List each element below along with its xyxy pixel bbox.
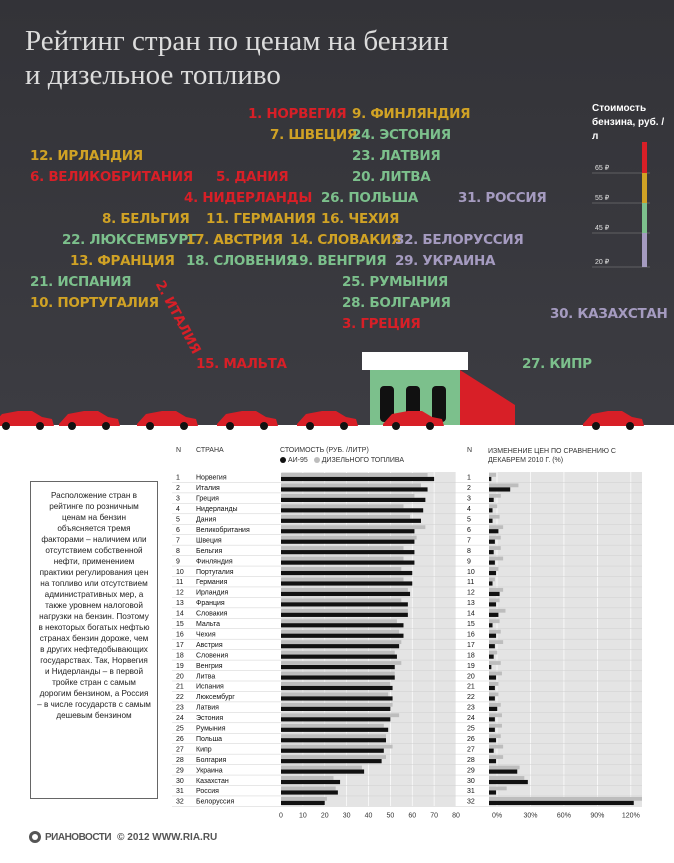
ai95-change-bar [489, 519, 493, 523]
row-country: Португалия [196, 568, 234, 576]
row-number: 14 [176, 610, 184, 618]
ai95-price-bar [281, 634, 404, 638]
ai95-price-bar [281, 738, 386, 742]
row-number: 19 [176, 662, 184, 670]
ai95-price-bar [281, 675, 395, 679]
map-label: 10. ПОРТУГАЛИЯ [30, 295, 159, 311]
diesel-change-bar [489, 473, 496, 477]
ai95-change-bar [489, 477, 491, 481]
diesel-change-bar [489, 525, 503, 529]
scale-tick: 55 ₽ [595, 195, 610, 202]
diesel-change-bar [489, 745, 503, 749]
ai95-price-bar [281, 780, 340, 784]
row-number-2: 12 [467, 589, 475, 597]
map-label: 18. СЛОВЕНИЯ [186, 253, 297, 269]
price-table-chart [0, 440, 674, 830]
diesel-price-bar [281, 703, 393, 707]
description-text: Расположение стран в рейтинге по розничным ценам на бензин объясняется тремя факторами – наличием или отсутствием собственной нефти, применением практики регулирования цен на топливо или отсутствием административных мер, а также уровнем налоговой нагрузки на бензин. Поэтому в некоторых богатых нефтью странах бензин дороже, чем в других нефтедобывающих государствах. Так, Норвегия и Нидерланды – в первой тройке стран с самым дорогим бензином, а Россия – в числе государств с самым дешевым бензином [37, 491, 151, 720]
row-country: Кипр [196, 746, 212, 754]
ai95-price-bar [281, 728, 388, 732]
row-country: Венгрия [196, 662, 223, 670]
diesel-price-bar [281, 797, 327, 801]
price-tick-label: 30 [342, 812, 351, 820]
row-country: Финляндия [196, 558, 233, 566]
diesel-price-bar [281, 546, 404, 550]
row-number-2: 1 [467, 474, 471, 482]
change-tick-label: 30% [523, 812, 538, 820]
ai95-change-bar [489, 487, 510, 491]
ai95-price-bar [281, 759, 382, 763]
ai95-change-bar [489, 540, 495, 544]
logo-text: РИАНОВОСТИ [45, 831, 112, 843]
ai95-price-bar [281, 519, 421, 523]
ai95-change-bar [489, 498, 494, 502]
diesel-price-bar [281, 640, 401, 644]
row-country: Швеция [196, 537, 222, 545]
diesel-change-bar [489, 483, 518, 487]
row-number-2: 25 [467, 725, 475, 733]
row-number: 23 [176, 704, 184, 712]
row-country: Мальта [196, 621, 221, 629]
diesel-change-bar [489, 619, 500, 623]
ai95-change-bar [489, 613, 498, 617]
diesel-change-bar [489, 578, 495, 582]
map-label: 6. ВЕЛИКОБРИТАНИЯ [30, 169, 193, 185]
ai95-price-bar [281, 477, 434, 481]
scale-band-red [642, 142, 647, 173]
row-number: 30 [176, 777, 184, 785]
map-label: 24. ЭСТОНИЯ [352, 127, 451, 143]
ai95-change-bar [489, 780, 528, 784]
ai95-change-bar [489, 801, 634, 805]
ai95-change-bar [489, 738, 496, 742]
page-title [25, 24, 449, 92]
row-number-2: 19 [467, 662, 475, 670]
diesel-change-bar [489, 598, 500, 602]
diesel-change-bar [489, 724, 502, 728]
ai95-price-bar [281, 613, 408, 617]
row-country: Австрия [196, 641, 223, 649]
row-number: 27 [176, 746, 184, 754]
diesel-price-bar [281, 483, 421, 487]
ria-logo-icon [28, 830, 42, 844]
map-label: 7. ШВЕЦИЯ [270, 127, 357, 143]
diesel-price-bar [281, 776, 334, 780]
map-label: 28. БОЛГАРИЯ [342, 295, 451, 311]
diesel-change-bar [489, 536, 501, 540]
row-number: 26 [176, 735, 184, 743]
row-number-2: 7 [467, 537, 471, 545]
row-number-2: 8 [467, 547, 471, 555]
ai95-change-bar [489, 508, 493, 512]
col-header-country: СТРАНА [196, 447, 224, 454]
map-label: 25. РУМЫНИЯ [342, 274, 449, 290]
diesel-price-bar [281, 766, 362, 770]
ai95-change-bar [489, 571, 496, 575]
row-number: 16 [176, 631, 184, 639]
price-tick-label: 40 [364, 812, 373, 820]
diesel-price-bar [281, 567, 401, 571]
diesel-price-bar [281, 473, 428, 477]
row-number-2: 29 [467, 767, 475, 775]
map-label: 3. ГРЕЦИЯ [342, 316, 421, 332]
price-tick-label: 20 [320, 812, 329, 820]
row-number-2: 28 [467, 756, 475, 764]
row-number: 2 [176, 485, 180, 493]
row-number: 3 [176, 495, 180, 503]
row-number-2: 10 [467, 568, 475, 576]
row-number: 24 [176, 715, 184, 723]
map-label: 13. ФРАНЦИЯ [70, 253, 175, 269]
row-number-2: 4 [467, 506, 471, 514]
map-label: 5. ДАНИЯ [216, 169, 289, 185]
title-line-2: и дизельное топливо [25, 59, 281, 91]
row-country: Словения [196, 652, 229, 660]
change-tick-label: 120% [621, 812, 640, 820]
row-number-2: 17 [467, 641, 475, 649]
scale-band-yellow [642, 173, 647, 203]
row-country: Франция [196, 600, 225, 608]
row-country: Болгария [196, 756, 227, 764]
row-number-2: 15 [467, 621, 475, 629]
map-label: 32. БЕЛОРУССИЯ [395, 232, 524, 248]
ai95-change-bar [489, 717, 495, 721]
ai95-price-bar [281, 665, 395, 669]
ai95-change-bar [489, 561, 495, 565]
ai95-price-bar [281, 602, 408, 606]
map-label: 9. ФИНЛЯНДИЯ [352, 106, 471, 122]
map-label: 2. ИТАЛИЯ [151, 278, 204, 357]
row-number: 12 [176, 589, 184, 597]
map-label: 1. НОРВЕГИЯ [248, 106, 347, 122]
diesel-change-bar [489, 787, 507, 791]
row-number-2: 20 [467, 673, 475, 681]
ai95-change-bar [489, 602, 496, 606]
diesel-change-bar [489, 609, 505, 613]
map-label: 14. СЛОВАКИЯ [290, 232, 402, 248]
diesel-change-bar [489, 588, 503, 592]
row-number: 22 [176, 694, 184, 702]
diesel-price-bar [281, 672, 395, 676]
map-label: 12. ИРЛАНДИЯ [30, 148, 143, 164]
diesel-change-bar [489, 692, 498, 696]
ai95-price-bar [281, 561, 414, 565]
ai95-price-bar [281, 498, 425, 502]
ai95-change-bar [489, 749, 494, 753]
diesel-change-bar [489, 713, 502, 717]
diesel-change-bar [489, 567, 498, 571]
diesel-price-bar [281, 755, 386, 759]
diesel-price-bar [281, 630, 399, 634]
diesel-change-bar [489, 661, 501, 665]
diesel-price-bar [281, 598, 401, 602]
row-number-2: 13 [467, 600, 475, 608]
row-country: Ирландия [196, 589, 229, 597]
ai95-change-bar [489, 581, 493, 585]
ai95-price-bar [281, 790, 338, 794]
ai95-price-bar [281, 508, 423, 512]
ai95-change-bar [489, 728, 495, 732]
ai95-change-bar [489, 644, 495, 648]
row-number-2: 30 [467, 777, 475, 785]
diesel-price-bar [281, 609, 408, 613]
row-number: 7 [176, 537, 180, 545]
row-number: 18 [176, 652, 184, 660]
map-label: 19. ВЕНГРИЯ [290, 253, 387, 269]
row-number-2: 18 [467, 652, 475, 660]
diesel-change-bar [489, 776, 524, 780]
row-number-2: 24 [467, 715, 475, 723]
diesel-change-bar [489, 630, 501, 634]
map-label: 26. ПОЛЬША [321, 190, 419, 206]
diesel-price-bar [281, 661, 401, 665]
diesel-price-bar [281, 515, 410, 519]
row-number: 5 [176, 516, 180, 524]
ai95-change-bar [489, 696, 495, 700]
ai95-change-bar [489, 707, 497, 711]
row-number-2: 2 [467, 485, 471, 493]
row-number-2: 11 [467, 579, 475, 587]
copyright-text: © 2012 WWW.RIA.RU [117, 831, 218, 843]
ai95-price-bar [281, 592, 410, 596]
row-country: Литва [196, 673, 216, 681]
map-label: 8. БЕЛЬГИЯ [102, 211, 190, 227]
scale-band-purple [642, 233, 647, 267]
ai95-price-bar [281, 717, 390, 721]
map-label: 30. КАЗАХСТАН [550, 306, 668, 322]
row-number-2: 31 [467, 788, 475, 796]
diesel-price-bar [281, 724, 384, 728]
ai95-price-bar [281, 749, 384, 753]
ai95-price-bar [281, 581, 412, 585]
row-country: Казахстан [196, 777, 229, 785]
map-label: 21. ИСПАНИЯ [30, 274, 132, 290]
ai95-change-bar [489, 770, 517, 774]
row-country: Нидерланды [196, 506, 238, 514]
ai95-price-bar [281, 686, 393, 690]
ai95-price-bar [281, 623, 404, 627]
diesel-change-bar [489, 755, 503, 759]
row-number-2: 32 [467, 798, 475, 806]
diesel-price-bar [281, 536, 417, 540]
ai95-price-bar [281, 770, 364, 774]
row-number-2: 9 [467, 558, 471, 566]
ai95-price-bar [281, 707, 390, 711]
map-label: 27. КИПР [522, 356, 592, 372]
ai95-price-bar [281, 487, 428, 491]
legend-label-diesel: ДИЗЕЛЬНОГО ТОПЛИВА [321, 457, 404, 464]
diesel-change-bar [489, 651, 497, 655]
row-country: Украина [196, 767, 223, 775]
diesel-price-bar [281, 734, 386, 738]
diesel-price-bar [281, 713, 399, 717]
col-header-price: СТОИМОСТЬ (РУБ. /ЛИТР) [280, 447, 369, 454]
map-label: 29. УКРАИНА [395, 253, 496, 269]
row-number: 25 [176, 725, 184, 733]
row-country: Италия [196, 485, 220, 493]
diesel-change-bar [489, 640, 503, 644]
diesel-price-bar [281, 557, 404, 561]
col-header-n: N [176, 447, 182, 454]
change-tick-label: 90% [590, 812, 605, 820]
ai95-price-bar [281, 550, 414, 554]
diesel-change-bar [489, 797, 642, 801]
row-number-2: 22 [467, 694, 475, 702]
scale-tick: 65 ₽ [595, 165, 610, 172]
row-country: Германия [196, 579, 228, 587]
map-label: 20. ЛИТВА [352, 169, 431, 185]
car-row [0, 398, 674, 438]
row-number: 9 [176, 558, 180, 566]
legend-title: Стоимость бензина, руб. / л [592, 103, 665, 142]
map-label: 17. АВСТРИЯ [186, 232, 283, 248]
row-number: 8 [176, 547, 180, 555]
diesel-change-bar [489, 703, 501, 707]
row-country: Дания [196, 516, 217, 524]
map-label: 11. ГЕРМАНИЯ [206, 211, 316, 227]
price-tick-label: 10 [298, 812, 307, 820]
diesel-change-bar [489, 504, 497, 508]
ai95-change-bar [489, 686, 495, 690]
row-number: 20 [176, 673, 184, 681]
row-number: 28 [176, 756, 184, 764]
row-number: 1 [176, 474, 180, 482]
diesel-price-bar [281, 692, 388, 696]
price-tick-label: 60 [408, 812, 417, 820]
ai95-price-bar [281, 529, 414, 533]
price-tick-label: 70 [430, 812, 439, 820]
ai95-change-bar [489, 675, 496, 679]
color-scale [592, 140, 652, 270]
row-number-2: 14 [467, 610, 475, 618]
ai95-price-bar [281, 571, 412, 575]
row-country: Эстония [196, 715, 224, 723]
map-label: 4. НИДЕРЛАНДЫ [184, 190, 313, 206]
ai95-price-bar [281, 644, 399, 648]
change-tick-label: 0% [491, 812, 503, 820]
row-number: 15 [176, 621, 184, 629]
row-number-2: 23 [467, 704, 475, 712]
row-number: 4 [176, 506, 180, 514]
diesel-price-bar [281, 494, 414, 498]
diesel-change-bar [489, 515, 500, 519]
map-label: 31. РОССИЯ [458, 190, 547, 206]
diesel-price-bar [281, 651, 395, 655]
diesel-price-bar [281, 619, 397, 623]
row-number: 11 [176, 579, 184, 587]
title-line-1: Рейтинг стран по ценам на бензин [25, 25, 449, 57]
row-number-2: 5 [467, 516, 471, 524]
row-number-2: 6 [467, 526, 471, 534]
map-label: 15. МАЛЬТА [196, 356, 287, 372]
diesel-price-bar [281, 525, 425, 529]
row-number-2: 26 [467, 735, 475, 743]
row-number: 6 [176, 526, 180, 534]
ai95-change-bar [489, 529, 498, 533]
row-number: 13 [176, 600, 184, 608]
scale-band-green [642, 203, 647, 233]
diesel-change-bar [489, 546, 501, 550]
diesel-change-bar [489, 672, 502, 676]
diesel-change-bar [489, 682, 498, 686]
row-country: Польша [196, 735, 223, 743]
ai95-change-bar [489, 623, 493, 627]
price-tick-label: 80 [452, 812, 460, 820]
map-label: 22. ЛЮКСЕМБУРГ [62, 232, 197, 248]
price-tick-label: 50 [386, 812, 395, 820]
map-label: 16. ЧЕХИЯ [321, 211, 400, 227]
footer [28, 830, 217, 844]
diesel-change-bar [489, 494, 501, 498]
diesel-price-bar [281, 578, 404, 582]
ai95-price-bar [281, 655, 397, 659]
row-country: Словакия [196, 610, 228, 618]
row-country: Норвегия [196, 474, 227, 482]
ai95-price-bar [281, 540, 414, 544]
row-country: Греция [196, 495, 219, 503]
row-number-2: 21 [467, 683, 475, 691]
diesel-price-bar [281, 787, 336, 791]
scale-tick: 45 ₽ [595, 225, 610, 232]
legend-label-ai95: АИ-95 [287, 457, 308, 464]
row-number-2: 16 [467, 631, 475, 639]
row-country: Россия [196, 788, 219, 796]
price-tick-label: 0 [279, 812, 283, 820]
ai95-price-bar [281, 696, 393, 700]
row-country: Румыния [196, 725, 226, 733]
diesel-price-bar [281, 504, 404, 508]
row-country: Латвия [196, 704, 219, 712]
row-number: 29 [176, 767, 184, 775]
row-number: 10 [176, 568, 184, 576]
col-header-n-2: N [467, 447, 473, 454]
map-label: 23. ЛАТВИЯ [352, 148, 441, 164]
row-number: 31 [176, 788, 184, 796]
ai95-change-bar [489, 655, 494, 659]
row-country: Люксембург [196, 694, 235, 702]
diesel-change-bar [489, 734, 501, 738]
diesel-price-bar [281, 745, 393, 749]
row-number: 17 [176, 641, 184, 649]
row-number: 32 [176, 798, 184, 806]
row-number: 21 [176, 683, 184, 691]
diesel-change-bar [489, 557, 503, 561]
ai95-price-bar [281, 801, 325, 805]
hero-banner [0, 0, 674, 425]
ai95-change-bar [489, 592, 500, 596]
col-header-change: ИЗМЕНЕНИЕ ЦЕН ПО СРАВНЕНИЮ С ДЕКАБРЕМ 2010 Г. (%) [488, 448, 616, 464]
diesel-price-bar [281, 682, 390, 686]
ai95-change-bar [489, 550, 494, 554]
diesel-change-bar [489, 766, 520, 770]
row-number-2: 3 [467, 495, 471, 503]
diesel-price-bar [281, 588, 408, 592]
row-country: Испания [196, 683, 224, 691]
change-tick-label: 60% [556, 812, 571, 820]
scale-tick: 20 ₽ [595, 259, 610, 266]
row-country: Чехия [196, 631, 216, 639]
row-country: Великобритания [196, 526, 250, 534]
row-country: Белоруссия [196, 798, 235, 806]
row-country: Бельгия [196, 547, 223, 555]
row-number-2: 27 [467, 746, 475, 754]
ai95-change-bar [489, 790, 496, 794]
ai95-change-bar [489, 634, 496, 638]
ai95-change-bar [489, 759, 496, 763]
ai95-change-bar [489, 665, 491, 669]
